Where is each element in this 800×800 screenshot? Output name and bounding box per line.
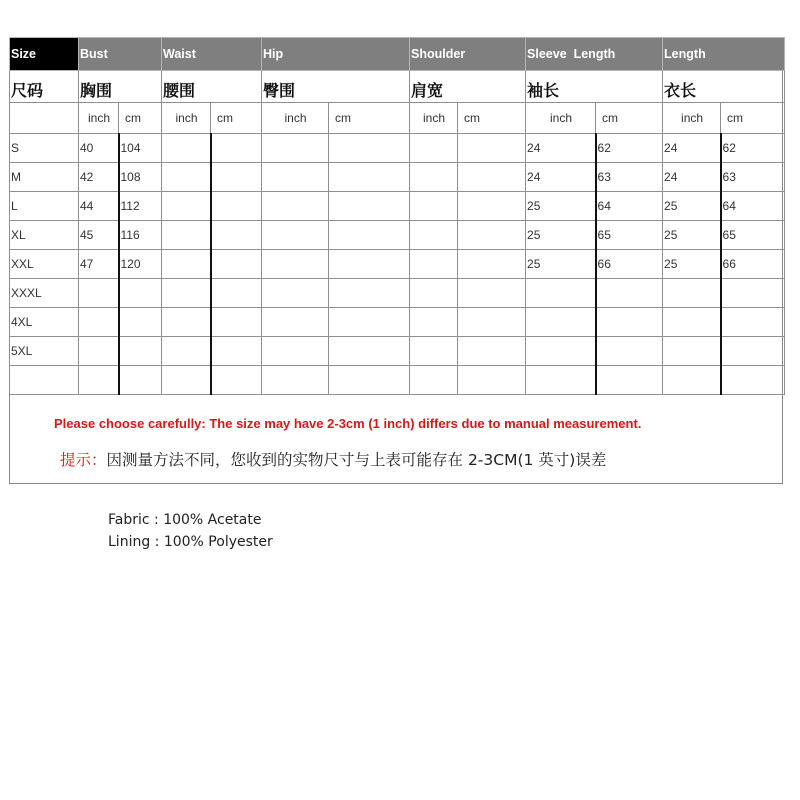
unit-inch: inch — [79, 103, 119, 134]
sleeve-cm-cell — [596, 308, 663, 337]
header-hip-cn: 臀围 — [262, 71, 410, 103]
hip-inch-cell — [262, 366, 329, 395]
length-inch-cell — [663, 366, 721, 395]
length-cm-cell: 65 — [721, 221, 785, 250]
length-cm-cell — [721, 279, 785, 308]
table-row — [10, 366, 785, 395]
waist-cm-cell — [211, 366, 262, 395]
header-length: Length — [663, 38, 785, 71]
hip-inch-cell — [262, 337, 329, 366]
hip-inch-cell — [262, 279, 329, 308]
waist-cm-cell — [211, 337, 262, 366]
unit-blank — [10, 103, 79, 134]
shoulder-inch-cell — [410, 366, 458, 395]
notice-chinese — [60, 448, 606, 470]
header-row-chinese — [10, 71, 785, 103]
notice-english: Please choose carefully: The size may have 2-3cm (1 inch) differs due to manual measurement. — [54, 416, 642, 431]
bust-inch-cell: 42 — [79, 163, 119, 192]
waist-inch-cell — [162, 366, 211, 395]
size-table — [9, 37, 785, 395]
notice-tip-label: 提示： — [60, 451, 107, 469]
sleeve-inch-cell: 24 — [526, 134, 596, 163]
unit-cm: cm — [458, 103, 526, 134]
waist-inch-cell — [162, 163, 211, 192]
waist-inch-cell — [162, 250, 211, 279]
unit-inch: inch — [262, 103, 329, 134]
waist-cm-cell — [211, 250, 262, 279]
size-cell: S — [10, 134, 79, 163]
fabric-info — [108, 509, 273, 553]
header-size-cn: 尺码 — [10, 71, 79, 103]
bust-inch-cell: 40 — [79, 134, 119, 163]
hip-cm-cell — [329, 366, 410, 395]
sleeve-inch-cell: 25 — [526, 250, 596, 279]
hip-cm-cell — [329, 221, 410, 250]
bust-cm-cell — [119, 308, 162, 337]
header-bust: Bust — [79, 38, 162, 71]
header-length-cn: 衣长 — [663, 71, 785, 103]
shoulder-inch-cell — [410, 279, 458, 308]
size-cell: L — [10, 192, 79, 221]
shoulder-inch-cell — [410, 134, 458, 163]
sleeve-inch-cell — [526, 279, 596, 308]
unit-inch: inch — [526, 103, 596, 134]
lining-line: Lining : 100% Polyester — [108, 534, 273, 550]
unit-cm: cm — [721, 103, 785, 134]
notice-area — [10, 410, 782, 483]
length-cm-cell: 64 — [721, 192, 785, 221]
unit-cm: cm — [119, 103, 162, 134]
waist-cm-cell — [211, 308, 262, 337]
hip-cm-cell — [329, 134, 410, 163]
length-cm-cell: 66 — [721, 250, 785, 279]
bust-cm-cell: 104 — [119, 134, 162, 163]
sleeve-inch-cell: 25 — [526, 221, 596, 250]
sleeve-cm-cell — [596, 366, 663, 395]
table-row — [10, 134, 785, 163]
header-waist-cn: 腰围 — [162, 71, 262, 103]
header-row-units — [10, 103, 785, 134]
bust-inch-cell: 47 — [79, 250, 119, 279]
bust-inch-cell — [79, 308, 119, 337]
bust-cm-cell: 116 — [119, 221, 162, 250]
length-inch-cell — [663, 337, 721, 366]
waist-cm-cell — [211, 163, 262, 192]
waist-inch-cell — [162, 192, 211, 221]
shoulder-inch-cell — [410, 163, 458, 192]
sleeve-inch-cell: 24 — [526, 163, 596, 192]
header-shoulder: Shoulder — [410, 38, 526, 71]
shoulder-cm-cell — [458, 134, 526, 163]
hip-cm-cell — [329, 279, 410, 308]
length-inch-cell: 25 — [663, 250, 721, 279]
shoulder-inch-cell — [410, 250, 458, 279]
notice-tip-text: 因测量方法不同，您收到的实物尺寸与上表可能存在 2-3CM(1 英寸)误差 — [106, 451, 607, 469]
shoulder-cm-cell — [458, 366, 526, 395]
sleeve-cm-cell: 62 — [596, 134, 663, 163]
unit-cm: cm — [211, 103, 262, 134]
length-cm-cell — [721, 308, 785, 337]
hip-inch-cell — [262, 192, 329, 221]
sleeve-inch-cell — [526, 337, 596, 366]
shoulder-inch-cell — [410, 192, 458, 221]
length-inch-cell: 24 — [663, 163, 721, 192]
waist-cm-cell — [211, 134, 262, 163]
header-sleeve-length-cn: 袖长 — [526, 71, 663, 103]
size-cell: M — [10, 163, 79, 192]
size-cell: XXXL — [10, 279, 79, 308]
size-cell: XXL — [10, 250, 79, 279]
bust-inch-cell — [79, 279, 119, 308]
bust-inch-cell: 45 — [79, 221, 119, 250]
shoulder-inch-cell — [410, 221, 458, 250]
fabric-line: Fabric : 100% Acetate — [108, 512, 262, 528]
length-inch-cell — [663, 279, 721, 308]
header-sleeve-length: Sleeve Length — [526, 38, 663, 71]
hip-inch-cell — [262, 163, 329, 192]
waist-inch-cell — [162, 337, 211, 366]
shoulder-inch-cell — [410, 308, 458, 337]
hip-cm-cell — [329, 192, 410, 221]
header-size: Size — [10, 38, 79, 71]
bust-inch-cell — [79, 366, 119, 395]
shoulder-cm-cell — [458, 279, 526, 308]
table-row — [10, 192, 785, 221]
hip-inch-cell — [262, 308, 329, 337]
header-row-english — [10, 38, 785, 71]
shoulder-inch-cell — [410, 337, 458, 366]
length-inch-cell: 25 — [663, 192, 721, 221]
unit-cm: cm — [596, 103, 663, 134]
waist-inch-cell — [162, 221, 211, 250]
waist-cm-cell — [211, 221, 262, 250]
hip-inch-cell — [262, 221, 329, 250]
table-row — [10, 337, 785, 366]
shoulder-cm-cell — [458, 192, 526, 221]
hip-cm-cell — [329, 163, 410, 192]
sleeve-inch-cell — [526, 366, 596, 395]
table-row — [10, 279, 785, 308]
size-cell: XL — [10, 221, 79, 250]
table-row — [10, 221, 785, 250]
bust-cm-cell: 108 — [119, 163, 162, 192]
sleeve-cm-cell — [596, 279, 663, 308]
shoulder-cm-cell — [458, 337, 526, 366]
table-row — [10, 250, 785, 279]
sleeve-inch-cell — [526, 308, 596, 337]
size-cell: 5XL — [10, 337, 79, 366]
sleeve-cm-cell: 64 — [596, 192, 663, 221]
sleeve-cm-cell: 65 — [596, 221, 663, 250]
bust-cm-cell: 112 — [119, 192, 162, 221]
length-inch-cell — [663, 308, 721, 337]
bust-cm-cell — [119, 366, 162, 395]
waist-cm-cell — [211, 192, 262, 221]
shoulder-cm-cell — [458, 221, 526, 250]
length-cm-cell: 62 — [721, 134, 785, 163]
bust-cm-cell — [119, 279, 162, 308]
shoulder-cm-cell — [458, 163, 526, 192]
bust-cm-cell — [119, 337, 162, 366]
size-rows — [10, 134, 785, 395]
sleeve-cm-cell — [596, 337, 663, 366]
length-inch-cell: 25 — [663, 221, 721, 250]
shoulder-cm-cell — [458, 250, 526, 279]
bust-inch-cell: 44 — [79, 192, 119, 221]
header-bust-cn: 胸围 — [79, 71, 162, 103]
hip-inch-cell — [262, 250, 329, 279]
unit-inch: inch — [410, 103, 458, 134]
size-cell: 4XL — [10, 308, 79, 337]
hip-cm-cell — [329, 250, 410, 279]
header-waist: Waist — [162, 38, 262, 71]
hip-cm-cell — [329, 308, 410, 337]
unit-cm: cm — [329, 103, 410, 134]
waist-inch-cell — [162, 134, 211, 163]
shoulder-cm-cell — [458, 308, 526, 337]
waist-inch-cell — [162, 279, 211, 308]
sleeve-cm-cell: 63 — [596, 163, 663, 192]
length-cm-cell: 63 — [721, 163, 785, 192]
table-row — [10, 163, 785, 192]
header-shoulder-cn: 肩宽 — [410, 71, 526, 103]
unit-inch: inch — [162, 103, 211, 134]
sleeve-inch-cell: 25 — [526, 192, 596, 221]
sleeve-cm-cell: 66 — [596, 250, 663, 279]
unit-inch: inch — [663, 103, 721, 134]
waist-inch-cell — [162, 308, 211, 337]
length-inch-cell: 24 — [663, 134, 721, 163]
header-hip: Hip — [262, 38, 410, 71]
size-cell — [10, 366, 79, 395]
bust-cm-cell: 120 — [119, 250, 162, 279]
hip-cm-cell — [329, 337, 410, 366]
bust-inch-cell — [79, 337, 119, 366]
waist-cm-cell — [211, 279, 262, 308]
table-row — [10, 308, 785, 337]
length-cm-cell — [721, 337, 785, 366]
length-cm-cell — [721, 366, 785, 395]
hip-inch-cell — [262, 134, 329, 163]
